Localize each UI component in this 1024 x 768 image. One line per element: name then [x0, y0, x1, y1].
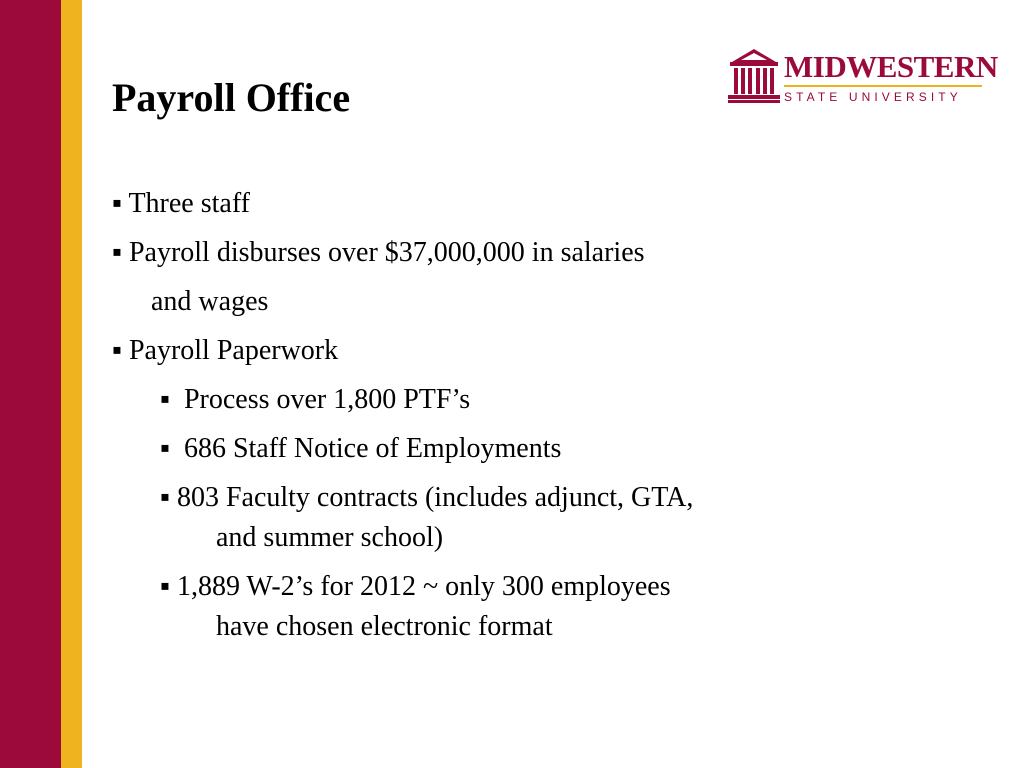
- university-logo: [728, 48, 998, 106]
- bullet-text: Three staff: [128, 188, 250, 219]
- bullet-item: [112, 333, 338, 369]
- bullet-continuation: [216, 609, 553, 645]
- logo-divider: [784, 85, 982, 87]
- gold-stripe: [61, 0, 82, 768]
- bullet-text: 803 Faculty contracts (includes adjunct, GTA,: [176, 482, 694, 513]
- bullet-marker: ▪: [160, 571, 170, 602]
- bullet-text: and wages: [151, 286, 269, 317]
- sub-bullet-item: [160, 480, 693, 516]
- bullet-marker: ▪: [112, 237, 122, 268]
- bullet-item: [112, 235, 645, 271]
- bullet-text: and summer school): [216, 522, 444, 553]
- bullet-text: have chosen electronic format: [216, 611, 553, 642]
- bullet-text: Payroll disburses over $37,000,000 in salaries: [128, 237, 645, 268]
- logo-name: MIDWESTERN: [784, 49, 998, 84]
- slide-title: Payroll Office: [112, 75, 351, 120]
- bullet-continuation: [151, 284, 268, 320]
- sub-bullet-item: [160, 431, 561, 467]
- bullet-marker: ▪: [160, 384, 170, 415]
- sub-bullet-item: [160, 382, 470, 418]
- bullet-text: 686 Staff Notice of Employments: [183, 433, 562, 464]
- sub-bullet-item: [160, 569, 671, 605]
- logo-subtitle: STATE UNIVERSITY: [784, 90, 962, 104]
- building-icon: [728, 48, 780, 104]
- maroon-stripe: [0, 0, 61, 768]
- bullet-text: Payroll Paperwork: [128, 335, 339, 366]
- bullet-text: 1,889 W-2’s for 2012 ~ only 300 employees: [176, 571, 671, 602]
- bullet-marker: ▪: [112, 335, 122, 366]
- bullet-marker: ▪: [160, 482, 170, 513]
- bullet-continuation: [216, 520, 443, 556]
- bullet-text: Process over 1,800 PTF’s: [183, 384, 471, 415]
- bullet-marker: ▪: [160, 433, 170, 464]
- bullet-marker: ▪: [112, 188, 122, 219]
- bullet-item: [112, 186, 250, 222]
